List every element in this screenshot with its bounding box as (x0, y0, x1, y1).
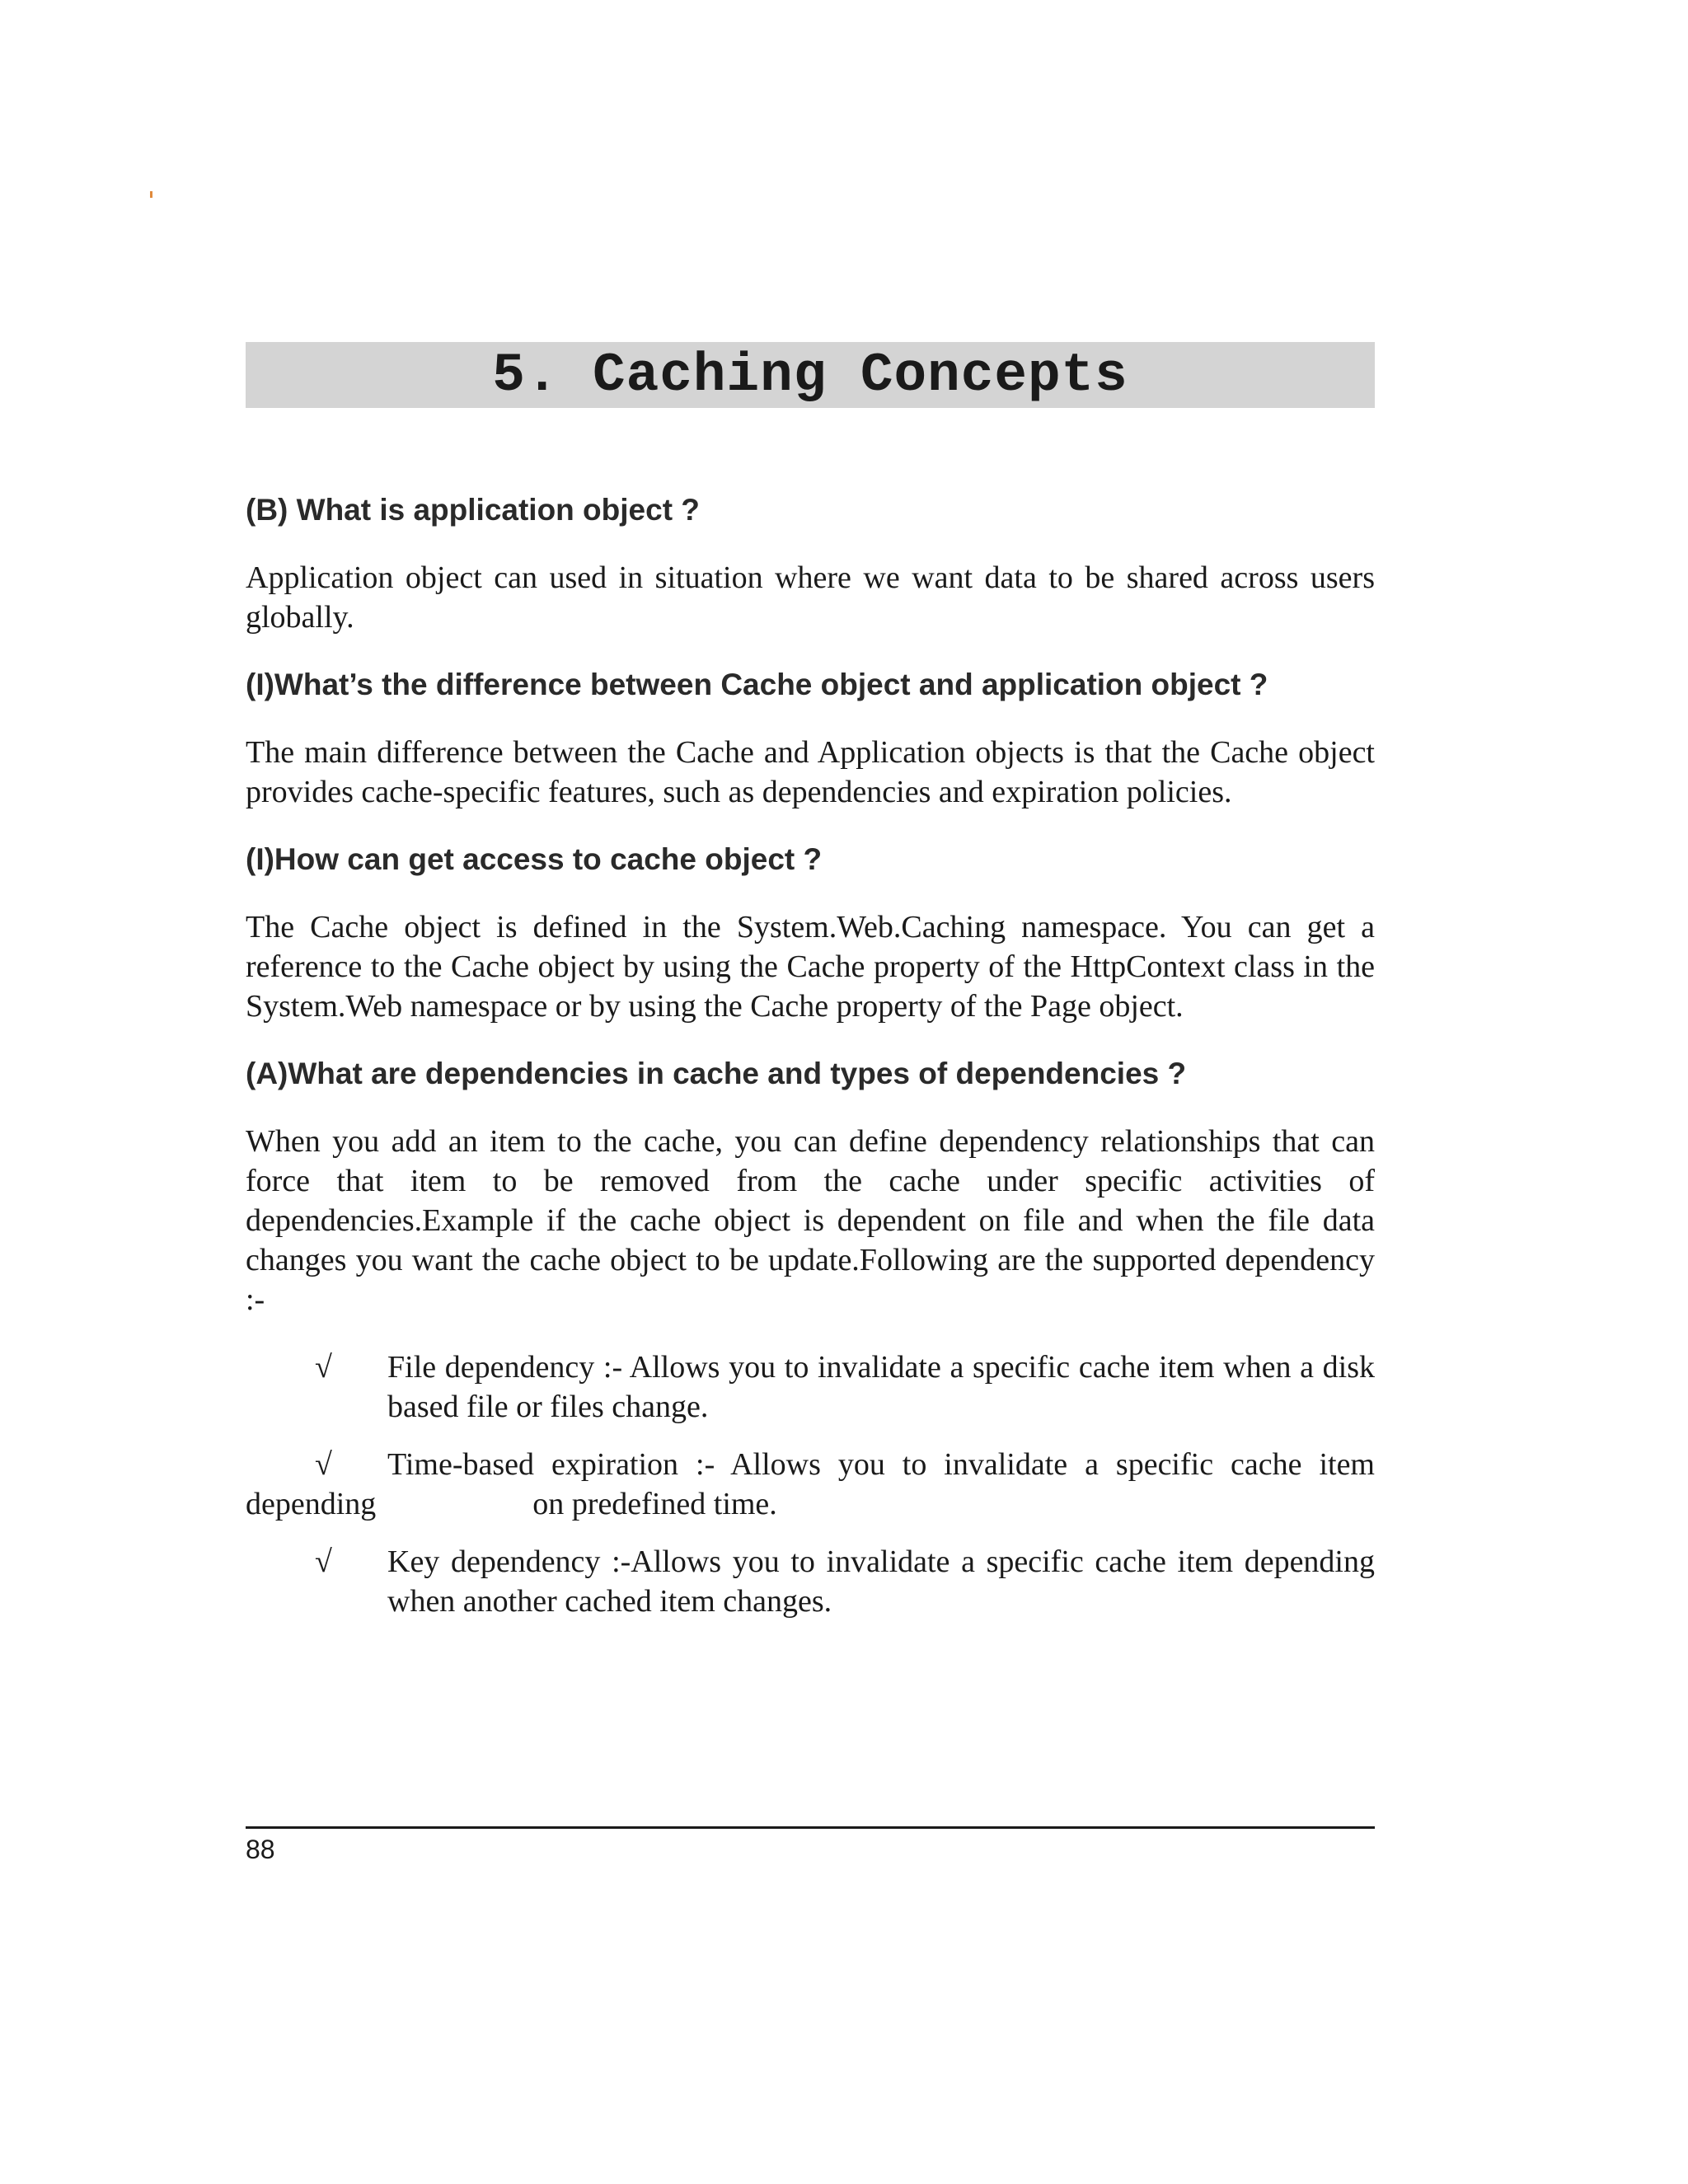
check-mark-icon: √ (315, 1544, 332, 1579)
dependency-list-item (246, 1445, 1383, 1524)
dependency-item-text: Time-based expiration :- Allows you to invalidate a specific cache item depending on predefined time. (246, 1447, 1383, 1521)
answer-paragraph: When you add an item to the cache, you can define dependency relationships that can force that item to be removed from the cache under specific activities of dependencies.Example if the cache object is dependent on file and when the file data changes you want the cache object to be update.Following are the supported dependency :- (246, 1124, 1375, 1317)
question-heading: (A)What are dependencies in cache and types of dependencies ? (246, 1057, 1187, 1090)
check-mark-icon: √ (315, 1350, 332, 1385)
dependency-item-text: File dependency :- Allows you to invalidate a specific cache item when a disk based file or files change. (387, 1350, 1375, 1424)
dependency-list-item (246, 1347, 1375, 1427)
question-heading: (I)What’s the difference between Cache object and application object ? (246, 668, 1268, 701)
decorative-mark (150, 191, 152, 198)
dependency-item-text: Key dependency :-Allows you to invalidate a specific cache item depending when another cached item changes. (387, 1544, 1375, 1619)
page-content (246, 342, 1383, 1621)
question-heading: (B) What is application object ? (246, 493, 700, 527)
chapter-title: 5. Caching Concepts (246, 342, 1375, 408)
dependency-list-item (246, 1542, 1375, 1621)
answer-paragraph: Application object can used in situation where we want data to be shared across users globally. (246, 560, 1375, 635)
footer-divider (246, 1826, 1375, 1829)
page-number: 88 (246, 1835, 275, 1864)
answer-paragraph: The Cache object is defined in the System.Web.Caching namespace. You can get a reference to the Cache object by using the Cache property of the HttpContext class in the System.Web namespace or by using the Cache property of the Page object. (246, 910, 1375, 1024)
check-mark-icon: √ (315, 1447, 332, 1482)
answer-paragraph: The main difference between the Cache and Application objects is that the Cache object provides cache-specific features, such as dependencies and expiration policies. (246, 735, 1375, 809)
question-heading: (I)How can get access to cache object ? (246, 842, 823, 876)
